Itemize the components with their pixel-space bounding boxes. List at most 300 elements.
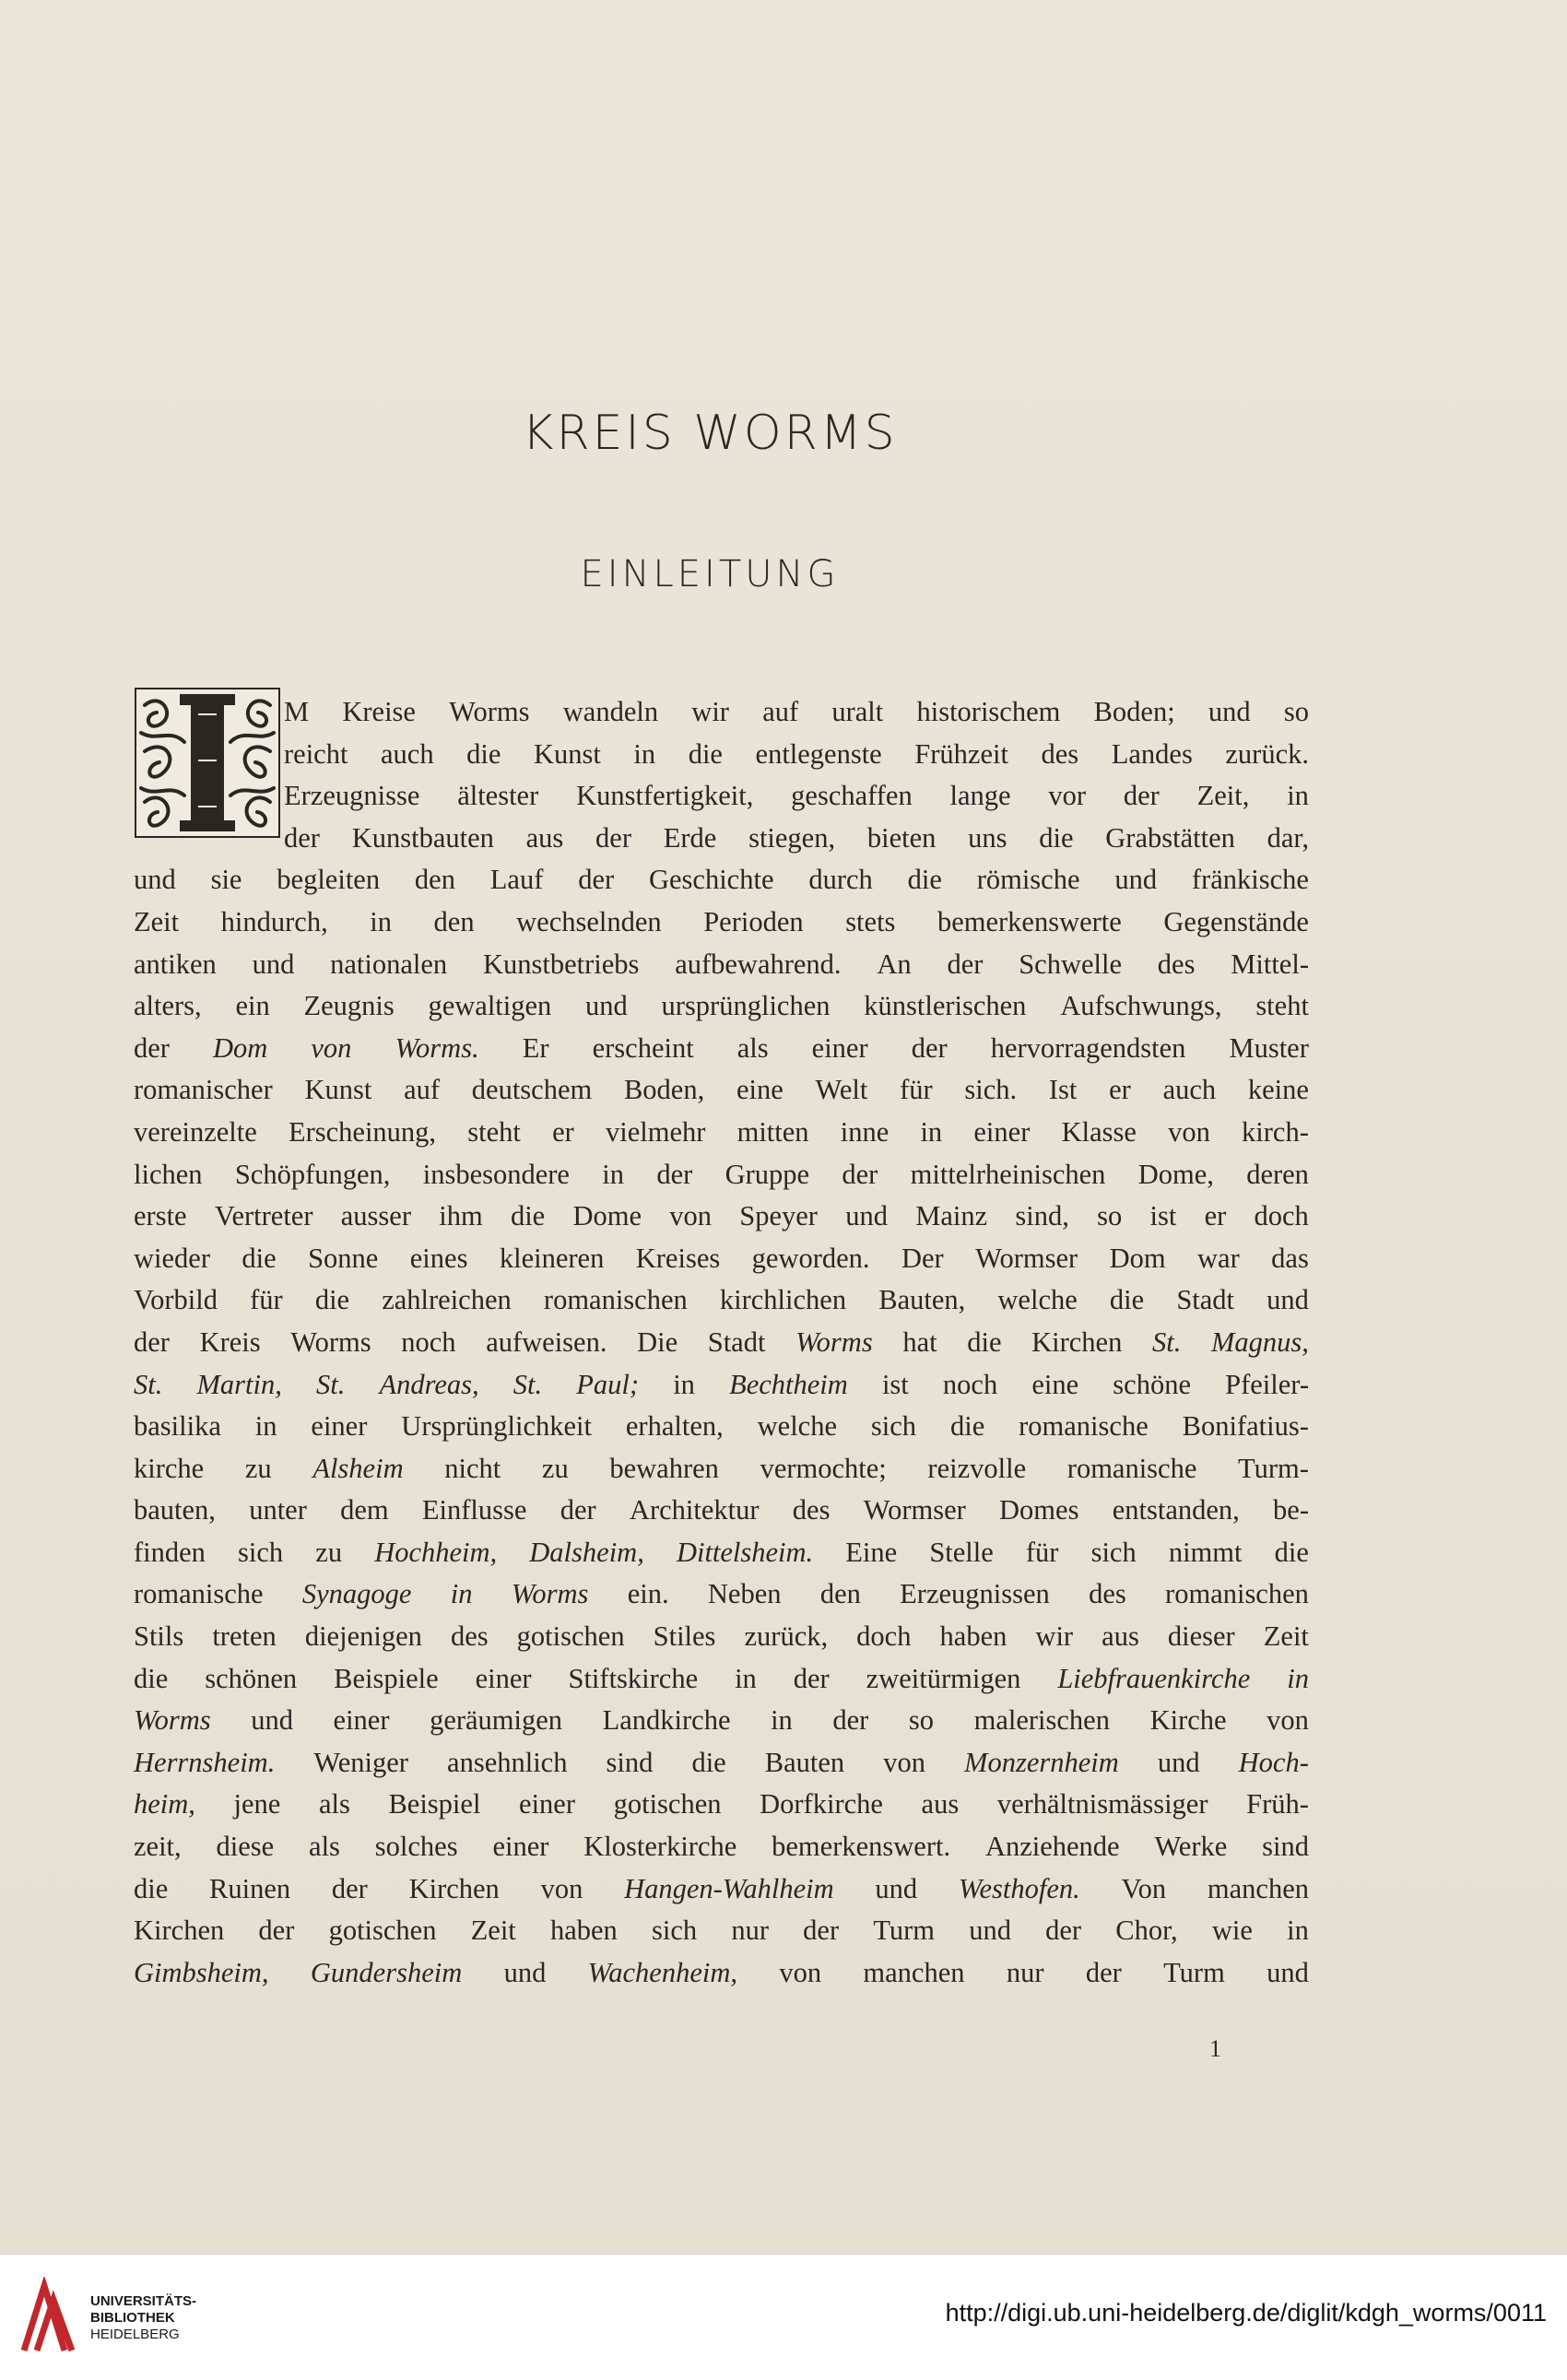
word: die	[907, 864, 942, 896]
word: zahlreichen	[382, 1284, 512, 1316]
word: von	[540, 1872, 583, 1904]
text-line	[134, 1028, 1309, 1070]
word: ausser	[340, 1200, 411, 1232]
word: die	[314, 1284, 350, 1316]
word: auf	[404, 1074, 441, 1106]
word: der	[284, 821, 320, 854]
word: eine	[736, 1074, 784, 1106]
word: bemerkenswert.	[772, 1831, 951, 1863]
word: Mainz	[915, 1200, 988, 1232]
word: haben	[939, 1620, 1007, 1653]
library-name-line3: HEIDELBERG	[90, 2327, 180, 2342]
word: Turm-	[1238, 1452, 1309, 1484]
word: zurück,	[744, 1620, 829, 1653]
word: unter	[249, 1494, 307, 1526]
italic-word: Monzernheim	[964, 1746, 1119, 1778]
word: Welt	[815, 1074, 868, 1106]
word: für	[1025, 1536, 1059, 1568]
word: bieten	[866, 821, 937, 854]
italic-word: Dom	[213, 1031, 268, 1064]
word: treten	[212, 1620, 277, 1653]
word: und	[134, 864, 176, 896]
word: Mittel-	[1231, 948, 1309, 980]
word: wieder	[134, 1242, 210, 1274]
word: Dome,	[1137, 1158, 1214, 1190]
text-line	[134, 1406, 1309, 1448]
word: der	[911, 1031, 948, 1064]
word: geschaffen	[791, 780, 913, 812]
word: romanischen	[1165, 1578, 1309, 1610]
library-name	[90, 2293, 196, 2343]
italic-word: Bechtheim	[729, 1368, 848, 1400]
word: ihm	[439, 1200, 483, 1232]
word: der	[578, 864, 615, 896]
word: Einflusse	[421, 1494, 527, 1526]
word: und	[875, 1872, 918, 1904]
text-line	[134, 1490, 1309, 1532]
word: der	[832, 1704, 869, 1737]
word: Stiftskirche	[568, 1662, 699, 1694]
word: welche	[757, 1410, 838, 1443]
word: romanische	[134, 1578, 264, 1610]
italic-word: in	[1287, 1662, 1309, 1694]
word: verhältnismässiger	[996, 1788, 1208, 1820]
word: M	[284, 696, 310, 727]
word: in	[370, 905, 392, 937]
word: der	[331, 1872, 368, 1904]
italic-word: Worms	[511, 1578, 589, 1610]
word: Chor,	[1115, 1915, 1178, 1947]
word: vor	[1048, 780, 1087, 812]
word: und	[1114, 864, 1158, 896]
word: noch	[942, 1368, 998, 1400]
word: erste	[134, 1200, 187, 1232]
word: gotischen	[613, 1788, 722, 1820]
word: die	[1039, 821, 1074, 854]
word: entstanden,	[1112, 1494, 1240, 1526]
word: Neben	[707, 1578, 782, 1610]
word: Früh-	[1246, 1788, 1309, 1820]
word: Kreis	[199, 1325, 261, 1358]
word: Ruinen	[209, 1872, 291, 1904]
text-line	[134, 1069, 1309, 1112]
word: Wormser	[975, 1242, 1078, 1274]
word: in	[1287, 780, 1309, 812]
word: in	[735, 1662, 757, 1694]
word: Kreises	[635, 1242, 721, 1274]
word: zweitürmigen	[866, 1662, 1021, 1694]
text-line	[134, 691, 1309, 734]
word: Bauten,	[878, 1284, 966, 1316]
word: Weniger	[313, 1746, 408, 1778]
italic-word: Synagoge	[301, 1578, 412, 1610]
word: Dorfkirche	[760, 1788, 883, 1820]
text-line	[134, 1952, 1309, 1995]
word: aufbewahrend.	[675, 948, 842, 980]
source-url-link[interactable]: http://digi.ub.uni-heidelberg.de/diglit/kdgh_worms/0011	[945, 2299, 1547, 2327]
word: Kunstfertigkeit,	[576, 780, 754, 812]
word: Worms	[449, 696, 530, 727]
word: An	[877, 948, 912, 980]
word: geworden.	[751, 1242, 870, 1274]
word: Ist	[1048, 1074, 1078, 1106]
word: Erscheinung,	[288, 1115, 437, 1148]
word: der	[134, 1031, 170, 1064]
word: Schwelle	[1019, 948, 1122, 980]
word: diejenigen	[304, 1620, 422, 1653]
word: auch	[1162, 1074, 1217, 1106]
word: doch	[1254, 1200, 1309, 1232]
word: die	[242, 1242, 277, 1274]
word: Kunstbetriebs	[482, 948, 640, 980]
word: vielmehr	[605, 1115, 706, 1148]
word: Turm	[1163, 1956, 1225, 1988]
word: Anziehende	[984, 1831, 1120, 1863]
italic-word: Worms.	[395, 1031, 479, 1064]
word: von	[1168, 1115, 1210, 1148]
word: einer	[811, 1031, 868, 1064]
italic-word: in	[450, 1578, 473, 1610]
italic-word: Hochheim,	[374, 1536, 498, 1568]
word: Klasse	[1061, 1115, 1137, 1148]
word: hat	[902, 1325, 937, 1358]
word: für	[900, 1074, 933, 1106]
word: Vorbild	[134, 1284, 218, 1316]
word: einer	[492, 1831, 549, 1863]
word: und	[503, 1956, 547, 1988]
word: sich.	[964, 1074, 1018, 1106]
word: in	[633, 737, 656, 770]
word: Kirchen	[408, 1872, 500, 1904]
word: in	[1287, 1915, 1309, 1947]
word: welche	[997, 1284, 1078, 1316]
word: steht	[1255, 990, 1309, 1022]
text-line	[134, 1154, 1309, 1196]
word: wandeln	[562, 696, 659, 727]
word: Eine	[845, 1536, 898, 1568]
word: dieser	[1167, 1620, 1235, 1653]
word: wechselnden	[516, 905, 662, 937]
word: die	[691, 1746, 726, 1778]
word: deren	[1246, 1158, 1309, 1190]
italic-word: heim,	[134, 1788, 195, 1820]
word: fränkische	[1191, 864, 1309, 896]
word: sich	[651, 1915, 698, 1947]
text-line	[134, 985, 1309, 1028]
word: sich	[238, 1536, 284, 1568]
section-heading: EINLEITUNG	[580, 553, 840, 595]
word: Landes	[1111, 737, 1193, 770]
word: sind	[606, 1746, 654, 1778]
italic-word: Magnus,	[1210, 1325, 1309, 1358]
word: kirchlichen	[719, 1284, 847, 1316]
italic-word: St.	[134, 1368, 163, 1400]
word: entlegenste	[755, 737, 882, 770]
word: ursprünglichen	[661, 990, 831, 1022]
italic-word: Gundersheim	[310, 1956, 463, 1988]
word: vermochte;	[760, 1452, 887, 1484]
word: römische	[976, 864, 1080, 896]
word: von	[669, 1200, 713, 1232]
word: die	[688, 737, 723, 770]
word: alters,	[134, 990, 202, 1022]
word: und	[845, 1200, 888, 1232]
word: schöne	[1113, 1368, 1191, 1400]
word: des	[450, 1620, 489, 1653]
word: die	[134, 1872, 169, 1904]
word: Aufschwungs,	[1060, 990, 1222, 1022]
word: ältester	[457, 780, 539, 812]
italic-word: Hangen-Wahlheim	[624, 1872, 834, 1904]
word: Stadt	[1176, 1284, 1235, 1316]
word: dem	[340, 1494, 389, 1526]
word: der	[1123, 780, 1160, 812]
word: die	[466, 737, 501, 770]
italic-word: von	[311, 1031, 352, 1064]
word: Architektur	[629, 1494, 760, 1526]
word: der	[947, 948, 984, 980]
word: sich	[870, 1410, 917, 1443]
word: und	[251, 1704, 293, 1737]
word: vereinzelte	[134, 1115, 257, 1148]
word: noch	[401, 1325, 456, 1358]
word: den	[433, 905, 475, 937]
word: als	[318, 1788, 350, 1820]
word: Die	[637, 1325, 678, 1358]
word: des	[1089, 1578, 1126, 1610]
word: mitten	[736, 1115, 809, 1148]
word: der	[134, 1325, 170, 1358]
word: der	[560, 1494, 596, 1526]
word: manchen	[1207, 1872, 1309, 1904]
library-logo-icon	[17, 2277, 81, 2360]
word: Zeit	[1263, 1620, 1309, 1653]
word: hindurch,	[220, 905, 328, 937]
word: Von	[1121, 1872, 1167, 1904]
word: basilika	[134, 1410, 221, 1443]
word: Kreise	[342, 696, 416, 727]
word: Lauf	[489, 864, 544, 896]
word: und	[1267, 1284, 1309, 1316]
word: und	[252, 948, 295, 980]
word: Stelle	[929, 1536, 994, 1568]
word: gotischen	[516, 1620, 625, 1653]
word: so	[1097, 1200, 1123, 1232]
word: ein.	[627, 1578, 669, 1610]
library-name-line1: UNIVERSITÄTS-	[90, 2293, 197, 2309]
text-line	[134, 859, 1309, 901]
word: Sonne	[308, 1242, 379, 1274]
word: ist	[1149, 1200, 1177, 1232]
text-line	[134, 1573, 1309, 1616]
word: Stils	[134, 1620, 184, 1653]
word: in	[673, 1368, 695, 1400]
italic-word: Dittelsheim.	[676, 1536, 814, 1568]
word: solches	[374, 1831, 458, 1863]
word: zu	[315, 1536, 343, 1568]
word: Speyer	[739, 1200, 818, 1232]
word: und	[1208, 696, 1251, 727]
word: stiegen,	[748, 821, 836, 854]
word: Gruppe	[725, 1158, 810, 1190]
word: Turm	[873, 1915, 936, 1947]
word: hervorragendsten	[990, 1031, 1186, 1064]
word: in	[254, 1410, 277, 1443]
word: in	[771, 1704, 793, 1737]
word: deutschem	[471, 1074, 593, 1106]
italic-word: St.	[1151, 1325, 1182, 1358]
word: als	[736, 1031, 769, 1064]
word: das	[1271, 1242, 1309, 1274]
word: zu	[244, 1452, 272, 1484]
word: reizvolle	[927, 1452, 1027, 1484]
text-line	[134, 1700, 1309, 1742]
word: eine	[1031, 1368, 1079, 1400]
word: so	[908, 1704, 935, 1737]
word: uralt	[831, 696, 884, 727]
word: lange	[949, 780, 1011, 812]
word: der	[793, 1662, 830, 1694]
italic-word: Dalsheim,	[529, 1536, 644, 1568]
italic-word: Worms	[795, 1325, 873, 1358]
italic-word: Alsheim	[312, 1452, 404, 1484]
word: Grabstätten	[1105, 821, 1235, 854]
word: Kunstbauten	[351, 821, 494, 854]
italic-word: Wachenheim,	[587, 1956, 737, 1988]
word: Stiles	[653, 1620, 716, 1653]
word: insbesondere	[422, 1158, 570, 1190]
italic-word: Liebfrauenkirche	[1057, 1662, 1251, 1694]
word: ist	[881, 1368, 909, 1400]
word: zu	[541, 1452, 569, 1484]
text-line	[134, 1616, 1309, 1658]
word: Dom	[1109, 1242, 1166, 1274]
word: haben	[549, 1915, 618, 1947]
word: jene	[233, 1788, 281, 1820]
word: sie	[210, 864, 242, 896]
word: einer	[519, 1788, 575, 1820]
word: aufweisen.	[486, 1325, 607, 1358]
word: Wormser	[863, 1494, 966, 1526]
italic-word: Gimbsheim,	[134, 1956, 269, 1988]
word: Erde	[663, 821, 717, 854]
word: aus	[1102, 1620, 1139, 1653]
word: begleiten	[277, 864, 381, 896]
word: Kunst	[304, 1074, 372, 1106]
word: in	[920, 1115, 943, 1148]
italic-word: Andreas,	[379, 1368, 479, 1400]
text-line	[134, 1532, 1309, 1574]
word: in	[602, 1158, 625, 1190]
italic-word: Hoch-	[1238, 1746, 1309, 1778]
word: inne	[840, 1115, 890, 1148]
word: der	[656, 1158, 693, 1190]
word: Erzeugnissen	[900, 1578, 1050, 1610]
word: der	[803, 1915, 840, 1947]
word: die	[134, 1662, 169, 1694]
word: Domes	[999, 1494, 1079, 1526]
word: ansehnlich	[447, 1746, 568, 1778]
word: und	[585, 990, 628, 1022]
word: dar,	[1267, 821, 1309, 854]
word: aus	[525, 821, 564, 854]
word: bewahren	[609, 1452, 719, 1484]
word: für	[250, 1284, 283, 1316]
word: auf	[762, 696, 799, 727]
word: schönen	[205, 1662, 298, 1694]
word: er	[552, 1115, 574, 1148]
word: Schöpfungen,	[234, 1158, 391, 1190]
word: Beispiel	[388, 1788, 481, 1820]
word: einer	[475, 1662, 532, 1694]
word: Landkirche	[602, 1704, 731, 1737]
word: Der	[901, 1242, 944, 1274]
word: aus	[921, 1788, 960, 1820]
word: malerischen	[973, 1704, 1110, 1737]
word: romanischer	[134, 1074, 273, 1106]
word: Kirche	[1149, 1704, 1227, 1737]
word: der	[258, 1915, 295, 1947]
text-line	[134, 775, 1309, 818]
italic-word: Worms	[134, 1704, 211, 1737]
italic-word: St.	[513, 1368, 543, 1400]
word: kleineren	[499, 1242, 605, 1274]
word: stets	[845, 905, 896, 937]
word: nationalen	[330, 948, 448, 980]
word: sind	[1262, 1831, 1309, 1863]
word: den	[819, 1578, 861, 1610]
word: des	[1041, 737, 1079, 770]
word: romanischen	[543, 1284, 688, 1316]
word: er	[1109, 1074, 1131, 1106]
word: Stadt	[707, 1325, 766, 1358]
word: und	[969, 1915, 1011, 1947]
word: romanische	[1066, 1452, 1197, 1484]
word: durch	[808, 864, 873, 896]
text-line	[134, 1112, 1309, 1154]
word: Boden,	[623, 1074, 705, 1106]
word: Muster	[1229, 1031, 1309, 1064]
word: doch	[856, 1620, 912, 1653]
word: des	[1157, 948, 1196, 980]
word: gewaltigen	[428, 990, 552, 1022]
italic-word: Paul;	[576, 1368, 640, 1400]
word: erscheint	[592, 1031, 694, 1064]
word: Werke	[1154, 1831, 1228, 1863]
word: romanische	[1019, 1410, 1149, 1443]
word: be-	[1273, 1494, 1309, 1526]
italic-word: St.	[316, 1368, 346, 1400]
word: wir	[1035, 1620, 1074, 1653]
word: einer	[333, 1704, 390, 1737]
word: Worms	[290, 1325, 371, 1358]
text-line	[134, 1448, 1309, 1490]
word: Ursprünglichkeit	[401, 1410, 592, 1443]
word: Zeit,	[1196, 780, 1250, 812]
text-line	[134, 1322, 1309, 1364]
word: Geschichte	[648, 864, 774, 896]
text-line	[134, 1784, 1309, 1826]
word: Kunst	[533, 737, 601, 770]
word: die	[1274, 1536, 1309, 1568]
word: war	[1197, 1242, 1240, 1274]
word: gotischen	[328, 1915, 437, 1947]
word: Boden;	[1093, 696, 1175, 727]
word: als	[309, 1831, 340, 1863]
text-line	[134, 1826, 1309, 1868]
word: lichen	[134, 1158, 203, 1190]
word: nimmt	[1168, 1536, 1243, 1568]
